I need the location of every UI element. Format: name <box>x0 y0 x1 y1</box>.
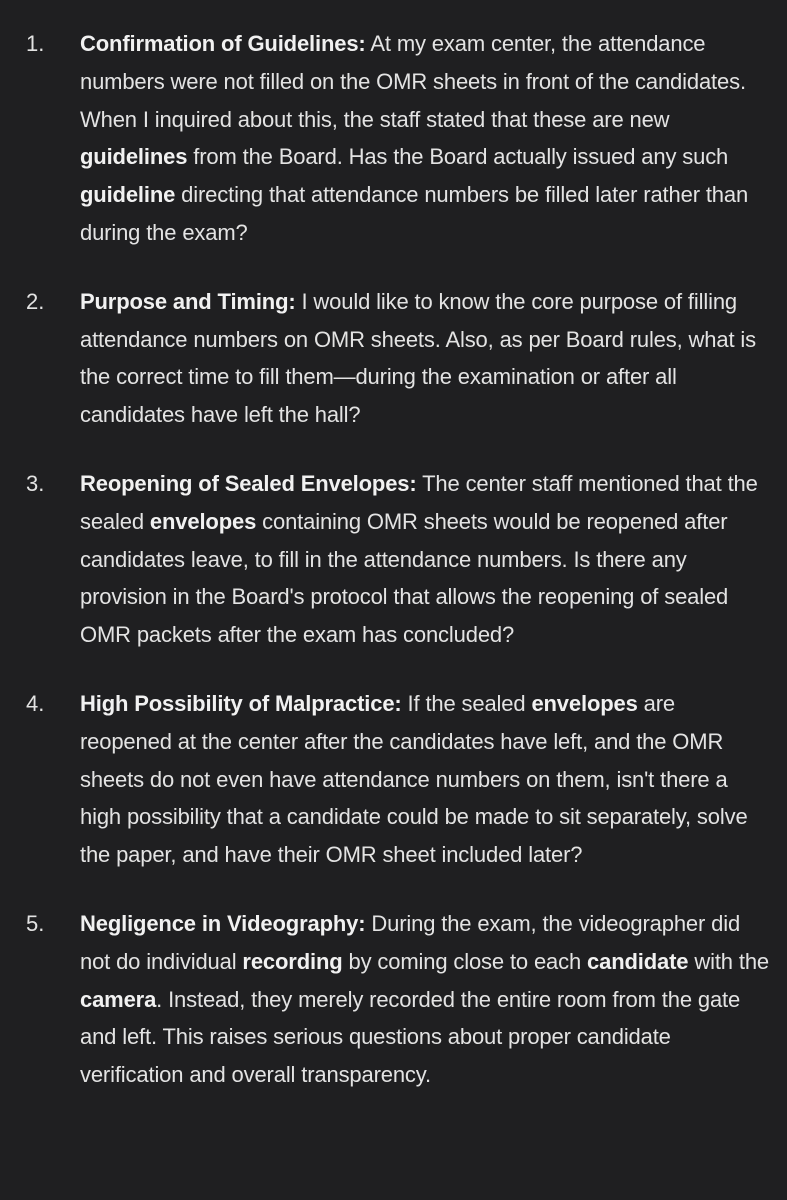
item-title: Confirmation of Guidelines: <box>80 31 366 56</box>
item-title: Negligence in Videography: <box>80 910 366 936</box>
list-item <box>0 283 787 434</box>
bold-term: candidate <box>587 948 689 974</box>
text-segment: directing that attendance numbers be filled later rather than during the exam? <box>80 182 749 245</box>
text-segment: At my exam center, the attendance numbers were not filled on the OMR sheets in front of the candidates. When I inquired about this, the staff stated that these are new <box>80 31 746 132</box>
text-segment: by coming close to each <box>342 948 588 974</box>
list-number: 2. <box>26 288 45 314</box>
text-segment: from the Board. Has the Board actually issued any such <box>187 144 729 170</box>
list-item-text <box>80 25 787 252</box>
item-title: Purpose and Timing: <box>80 288 296 314</box>
list-item-text <box>80 905 787 1094</box>
item-title: Reopening of Sealed Envelopes: <box>80 470 417 496</box>
list-number: 5. <box>26 910 45 936</box>
list-item-text <box>80 283 787 434</box>
bold-term: guideline <box>80 182 176 208</box>
list-number: 3. <box>26 470 45 496</box>
item-title: High Possibility of Malpractice: <box>80 690 402 716</box>
bold-term: envelopes <box>149 508 257 534</box>
list-item <box>0 25 787 252</box>
list-item-text <box>80 685 787 874</box>
text-segment: I would like to know the core purpose of filling attendance numbers on OMR sheets. Also, as per Board rules, what is the correct time to fill them—during the examination or after all candidates have left the hall? <box>80 288 756 428</box>
list-item <box>0 905 787 1094</box>
bold-term: camera <box>80 986 157 1012</box>
text-segment: The center staff mentioned that the sealed <box>80 470 758 534</box>
list-item <box>0 465 787 654</box>
text-segment: are reopened at the center after the candidates have left, and the OMR sheets do not even have attendance numbers on them, isn't there a high possibility that a candidate could be made to sit separately, solve the paper, and have their OMR sheet included later? <box>80 690 748 868</box>
bold-term: envelopes <box>531 690 638 716</box>
text-segment: During the exam, the videographer did not do individual <box>80 910 741 974</box>
text-segment: . Instead, they merely recorded the entire room from the gate and left. This raises serious questions about proper candidate verification and overall transparency. <box>80 986 741 1088</box>
text-segment: containing OMR sheets would be reopened after candidates leave, to fill in the attendance numbers. Is there any provision in the Board's protocol that allows the reopening of sealed OMR packets after the exam has concluded? <box>80 508 729 648</box>
list-item-text <box>80 465 787 654</box>
text-segment: If the sealed <box>401 690 532 716</box>
bold-term: recording <box>242 948 343 974</box>
list-item <box>0 685 787 874</box>
text-segment: with the <box>688 948 769 974</box>
list-number: 4. <box>26 690 45 716</box>
bold-term: guidelines <box>80 144 188 170</box>
list-number: 1. <box>26 31 45 56</box>
